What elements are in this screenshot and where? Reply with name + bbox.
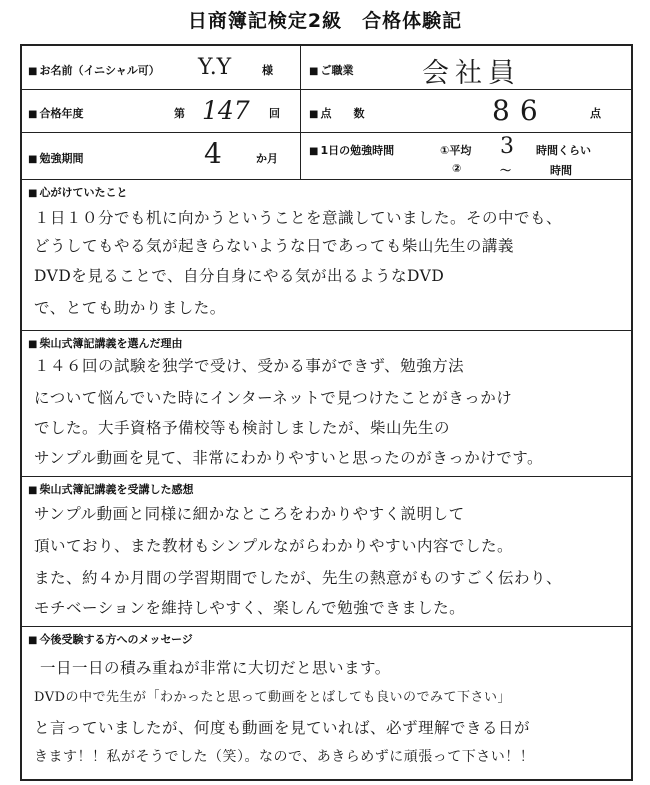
year-suffix: 回 xyxy=(269,107,280,120)
period-label: ■ 勉強期間 xyxy=(28,150,83,166)
section-line: サンプル動画を見て、非常にわかりやすいと思ったのがきっかけです。 xyxy=(34,449,544,467)
column-divider xyxy=(300,46,301,179)
section-line: でした。大手資格予備校等も検討しましたが、柴山先生の xyxy=(34,419,451,437)
daily-avg-label: ①平均 xyxy=(440,144,472,157)
score-label: ■ 点 数 xyxy=(309,105,364,121)
year-label: ■ 合格年度 xyxy=(28,105,83,121)
section-line: また、約４か月間の学習期間でしたが、先生の熱意がものすごく伝わり、 xyxy=(34,569,563,587)
experience-form xyxy=(20,44,633,781)
year-prefix: 第 xyxy=(174,107,185,120)
name-suffix: 様 xyxy=(262,64,273,77)
period-suffix: か月 xyxy=(256,152,278,165)
section-divider xyxy=(22,330,631,331)
section-heading: ■ 今後受験する方へのメッセージ xyxy=(28,631,193,647)
job-label: ■ ご職業 xyxy=(309,62,353,78)
section-line: で、とても助かりました。 xyxy=(34,299,226,317)
section-line: DVDの中で先生が「わかったと思って動画をとばしても良いのでみて下さい」 xyxy=(34,690,512,705)
year-value: 147 xyxy=(202,96,250,125)
daily-avg-suffix: 時間くらい xyxy=(536,144,591,157)
daily-avg-value: 3 xyxy=(500,134,514,159)
section-line: １４６回の試験を独学で受け、受かる事ができず、勉強方法 xyxy=(34,357,465,375)
daily-range-label: ② xyxy=(452,162,462,175)
section-heading: ■ 柴山式簿記講義を受講した感想 xyxy=(28,481,193,497)
row-divider xyxy=(22,179,631,180)
section-line: 頂いており、また教材もシンプルながらわかりやすい内容でした。 xyxy=(34,537,513,555)
section-line: サンプル動画と同様に細かなところをわかりやすく説明して xyxy=(34,505,465,523)
section-line: と言っていましたが、何度も動画を見ていれば、必ず理解できる日が xyxy=(34,719,531,737)
name-label: ■ お名前（イニシャル可） xyxy=(28,62,160,78)
section-line: きます！！私がそうでした（笑）。なので、あきらめずに頑張って下さい！！ xyxy=(34,749,535,765)
page-title: 日商簿記検定2級 合格体験記 xyxy=(187,10,463,32)
daily-range-suffix: 時間 xyxy=(550,164,572,177)
section-heading: ■ 心がけていたこと xyxy=(28,184,127,200)
name-value: Y.Y xyxy=(198,55,232,80)
row-divider xyxy=(22,132,631,133)
section-line: 一日一日の積み重ねが非常に大切だと思います。 xyxy=(40,659,391,677)
row-divider xyxy=(22,89,631,90)
score-suffix: 点 xyxy=(590,107,601,120)
section-line: DVDを見ることで、自分自身にやる気が出るようなDVD xyxy=(34,267,445,285)
section-divider xyxy=(22,476,631,477)
section-line: モチベーションを維持しやすく、楽しんで勉強できました。 xyxy=(34,599,466,617)
period-value: 4 xyxy=(204,137,222,170)
section-divider xyxy=(22,626,631,627)
daily-label: ■ 1日の勉強時間 xyxy=(309,142,394,158)
job-value: 会社員 xyxy=(422,58,521,89)
score-value: 86 xyxy=(492,94,548,127)
daily-range-sep: ～ xyxy=(500,164,511,177)
section-line: どうしてもやる気が起きらないような日であっても柴山先生の講義 xyxy=(34,237,514,255)
section-line: について悩んでいた時にインターネットで見つけたことがきっかけ xyxy=(34,389,513,407)
section-heading: ■ 柴山式簿記講義を選んだ理由 xyxy=(28,335,182,351)
section-line: １日１０分でも机に向かうということを意識していました。その中でも、 xyxy=(34,209,563,227)
